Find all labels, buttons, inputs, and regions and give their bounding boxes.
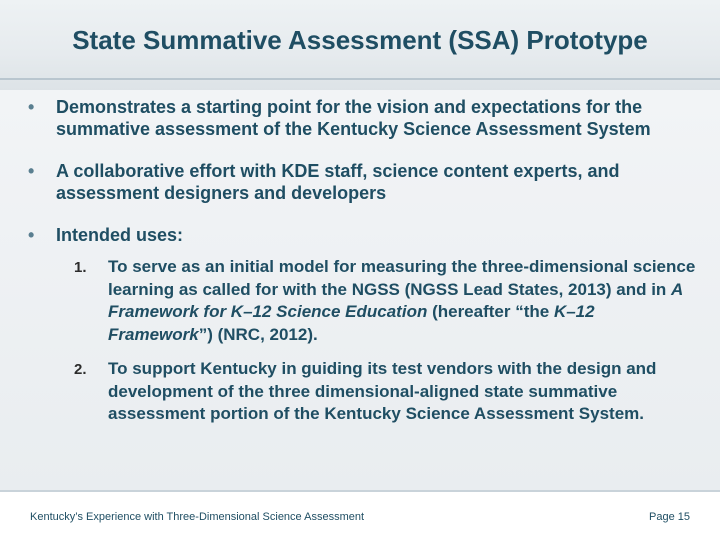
item-text: [108, 257, 695, 344]
item-number: 2.: [74, 361, 87, 378]
bullet-dot-icon: •: [28, 161, 35, 181]
title-divider: [0, 78, 720, 80]
bullet-item: [28, 160, 698, 204]
item-text-part: (hereafter “the: [427, 302, 554, 321]
item-number: 1.: [74, 259, 87, 276]
numbered-item: [28, 256, 698, 346]
item-text-italic: K–12 Framework: [108, 302, 595, 344]
bullet-dot-icon: •: [28, 97, 35, 117]
page-number: Page 15: [649, 511, 690, 523]
slide-content: [28, 96, 698, 438]
item-text-part: ”) (NRC, 2012).: [198, 324, 318, 344]
bullet-text: A collaborative effort with KDE staff, science content experts, and assessment designers and developers: [56, 161, 620, 203]
bullet-item: [28, 224, 698, 246]
slide-footer: [0, 490, 720, 542]
bullet-text: Intended uses:: [56, 225, 184, 245]
slide-title: State Summative Assessment (SSA) Prototype: [72, 25, 648, 55]
item-text-part: To serve as an initial model for measuring the three-dimensional science learning as called for with the NGSS (NGSS Lead States, 2013) and in: [108, 257, 696, 299]
intended-uses-list: [28, 256, 698, 426]
numbered-item: [28, 358, 698, 426]
bullet-item: [28, 96, 698, 140]
item-text: To support Kentucky in guiding its test vendors with the design and development of the three dimensional-aligned state summative assessment portion of the Kentucky Science Assessment System.: [108, 359, 657, 423]
footer-title: Kentucky’s Experience with Three-Dimensional Science Assessment: [30, 511, 365, 523]
bullet-text: Demonstrates a starting point for the vision and expectations for the summative assessment of the Kentucky Science Assessment System: [56, 97, 651, 139]
bullet-dot-icon: •: [28, 225, 35, 245]
item-text-italic: A Framework for K–12 Science Education: [108, 279, 683, 321]
